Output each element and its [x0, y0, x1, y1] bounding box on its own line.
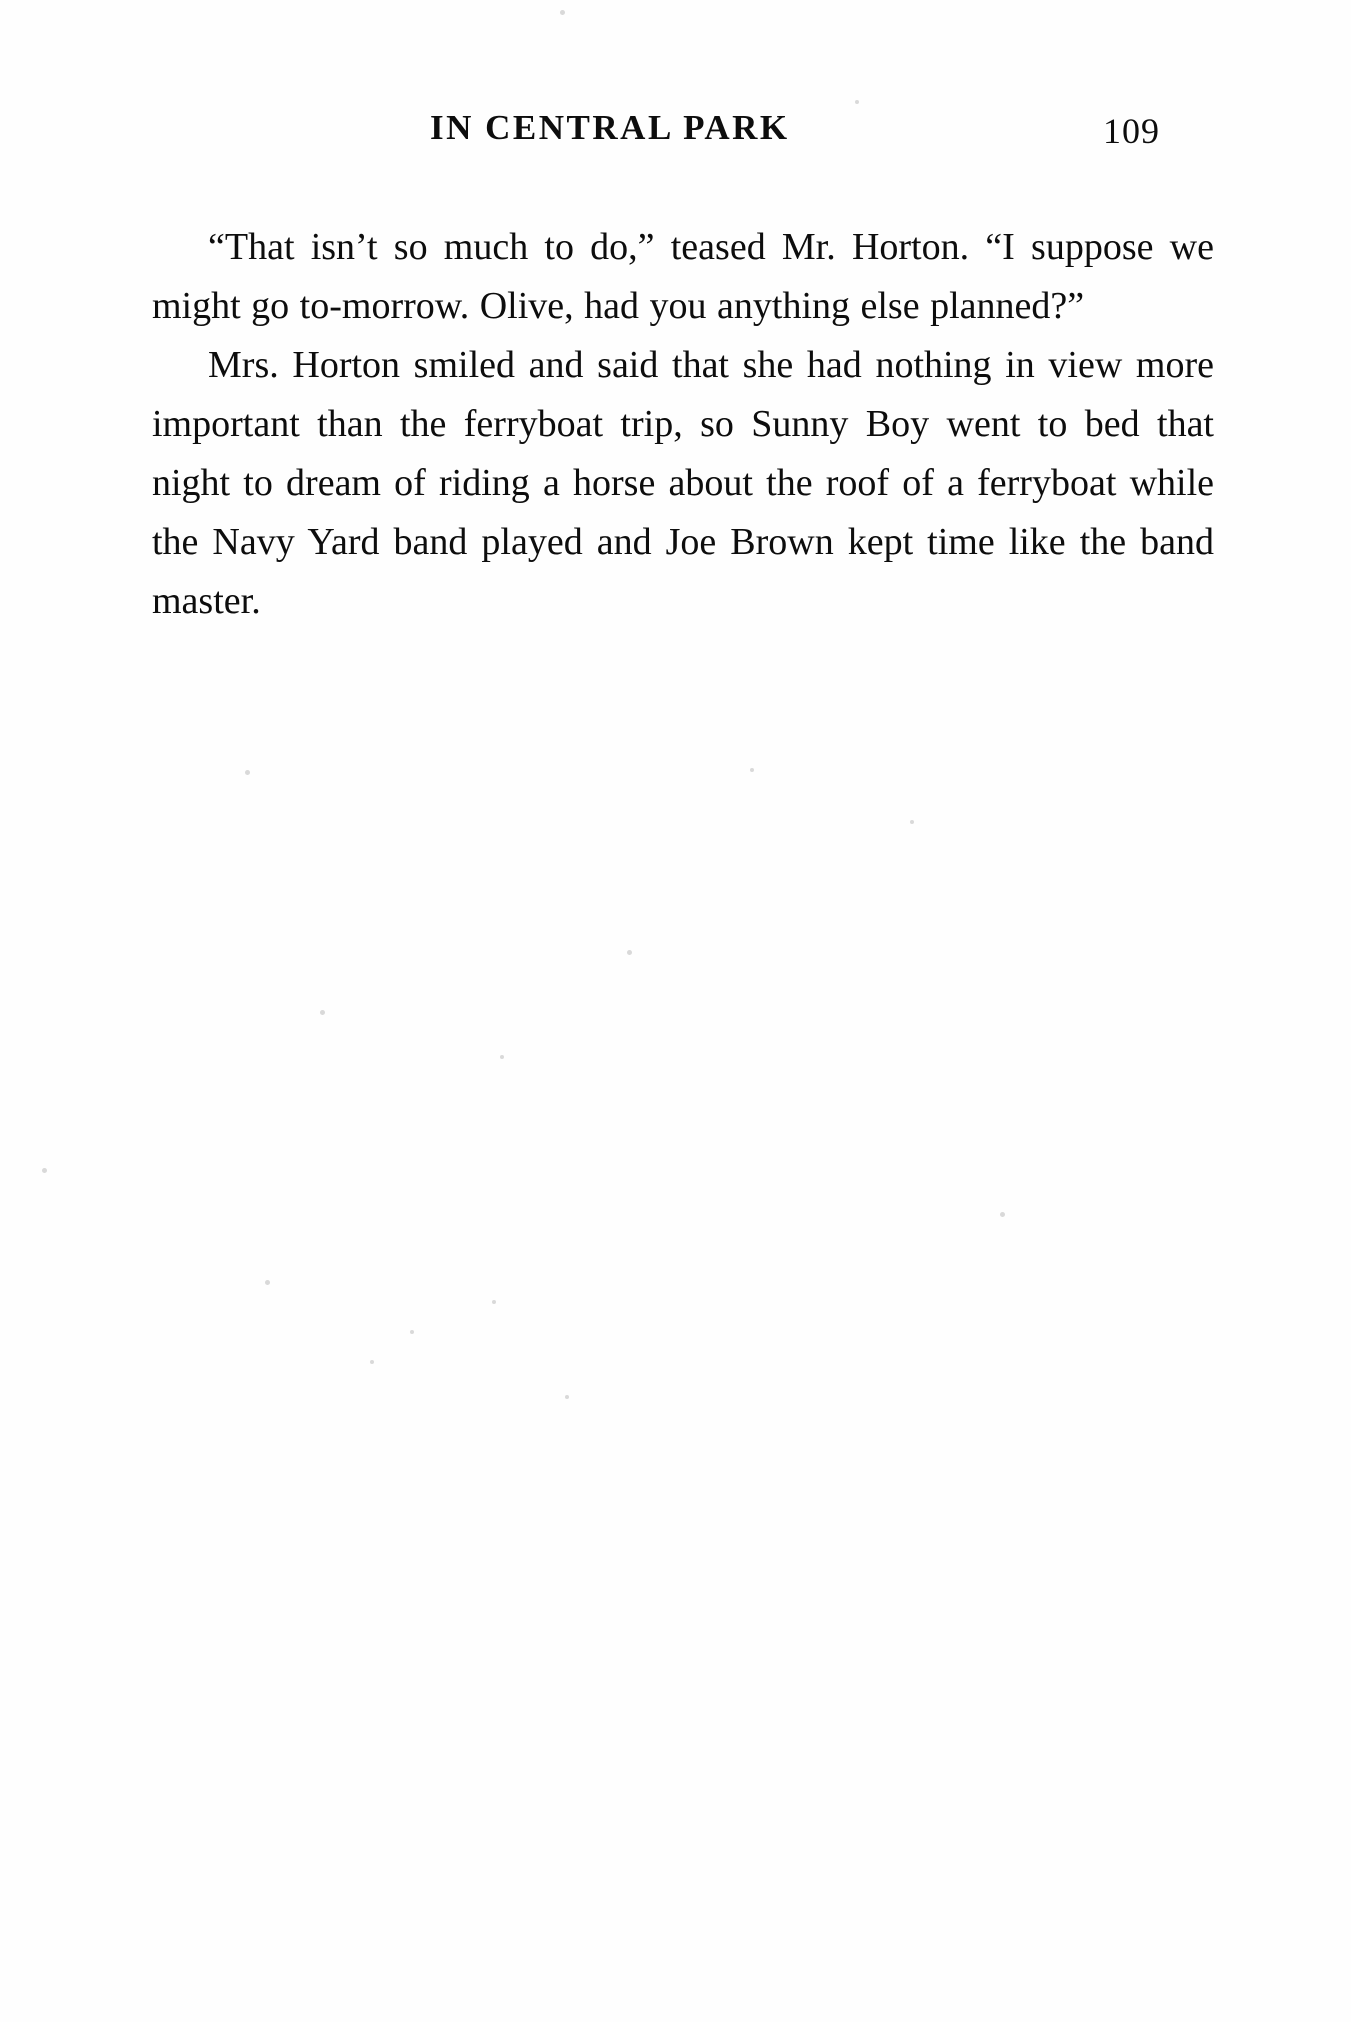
running-head [150, 108, 1220, 158]
page-title: IN CENTRAL PARK [430, 108, 790, 147]
paper-speck [750, 768, 754, 772]
paper-speck [320, 1010, 325, 1015]
paper-speck [42, 1168, 47, 1173]
paper-speck [500, 1055, 504, 1059]
paper-speck [265, 1280, 270, 1285]
paper-speck [370, 1360, 374, 1364]
paper-speck [245, 770, 250, 775]
paper-speck [410, 1330, 414, 1334]
paper-speck [910, 820, 914, 824]
paper-speck [565, 1395, 569, 1399]
body-text [152, 218, 1214, 631]
paper-speck [1000, 1212, 1005, 1217]
paragraph: “That isn’t so much to do,” teased Mr. Horton. “I suppose we might go to-morrow. Olive, had you anything else planned?” [152, 226, 1214, 327]
paper-speck [492, 1300, 496, 1304]
paper-speck [560, 10, 565, 15]
page-number: 109 [1103, 111, 1160, 151]
paragraph: Mrs. Horton smiled and said that she had nothing in view more important than the ferryboat trip, so Sunny Boy went to bed that night to dream of riding a horse about the roof of a ferryboat while the Navy Yard band played and Joe Brown kept time like the band master. [152, 344, 1214, 622]
paper-speck [855, 100, 859, 104]
paper-speck [627, 950, 632, 955]
